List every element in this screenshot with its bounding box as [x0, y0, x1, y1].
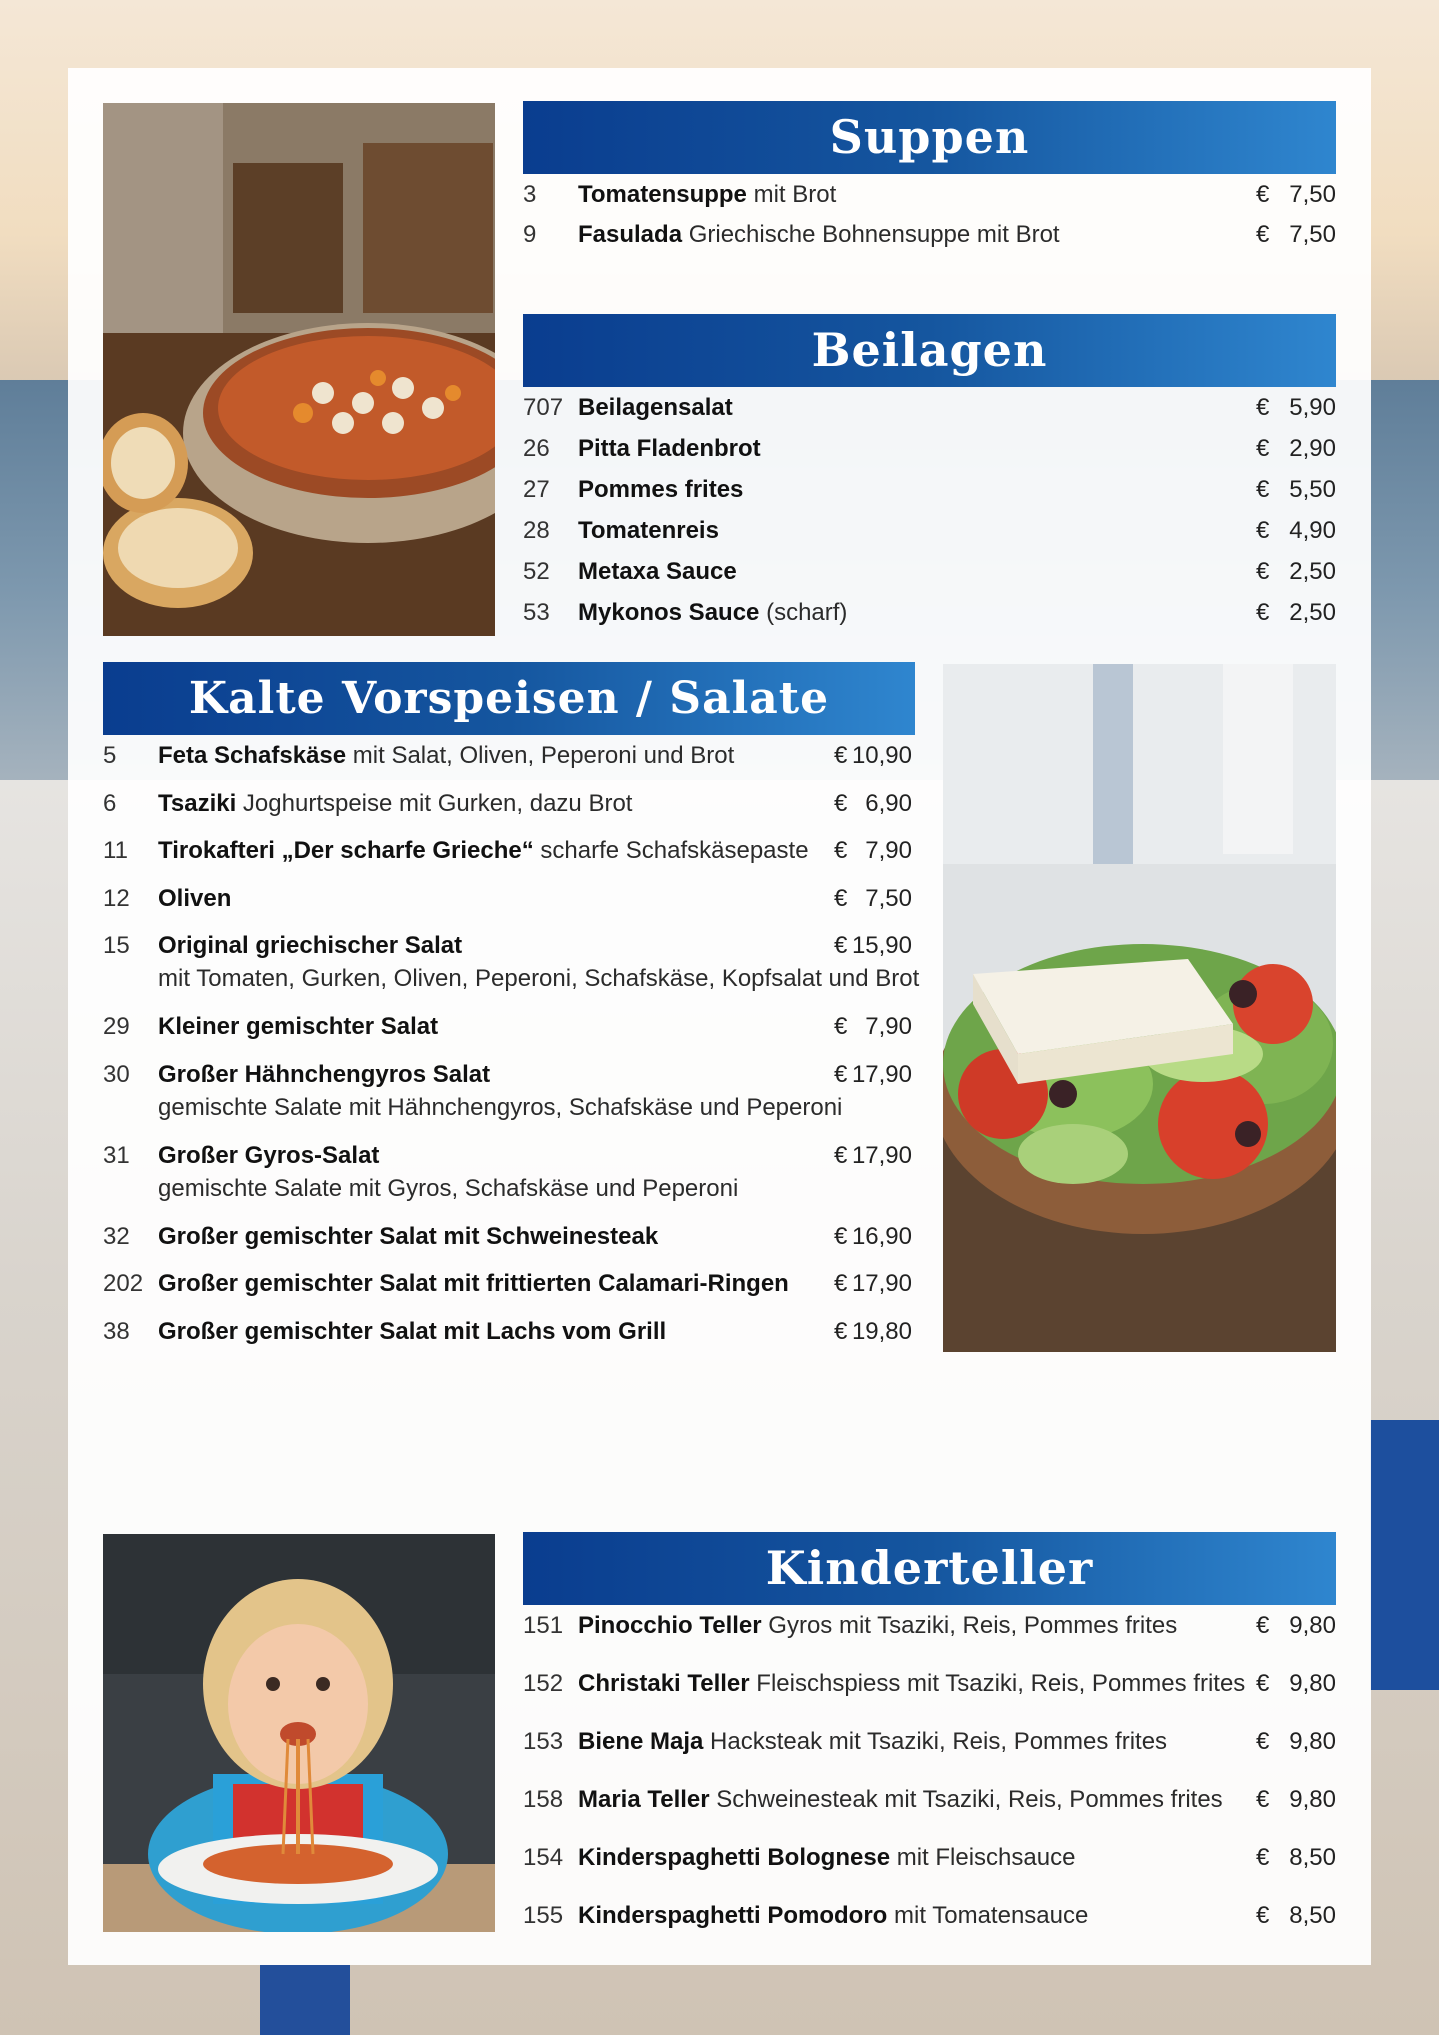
suppen-list [523, 180, 1336, 260]
currency-symbol: € [1256, 517, 1270, 544]
currency-symbol: € [834, 1013, 848, 1040]
item-name: Fasulada [578, 221, 683, 248]
menu-item [103, 1060, 915, 1141]
item-name: Beilagensalat [578, 394, 733, 421]
currency-symbol: € [834, 1222, 848, 1250]
menu-item [523, 598, 1336, 639]
item-text [578, 1669, 1245, 1699]
item-text [578, 393, 733, 423]
section-kinderteller [523, 1532, 1336, 1959]
item-number: 30 [103, 1060, 130, 1088]
item-description: mit Tomatensauce [887, 1902, 1089, 1929]
item-text [578, 180, 836, 210]
section-kalte-vorspeisen [103, 662, 920, 1364]
item-name: Tirokafteri „Der scharfe Grieche“ [158, 837, 534, 864]
menu-item [103, 836, 915, 884]
item-text [578, 1843, 1075, 1873]
item-name: Metaxa Sauce [578, 558, 737, 585]
item-number: 9 [523, 221, 537, 248]
item-number: 28 [523, 517, 550, 544]
currency-symbol: € [834, 1270, 848, 1297]
section-title-suppen: Suppen [523, 101, 1336, 174]
menu-item [103, 1317, 915, 1365]
item-number: 158 [523, 1786, 564, 1813]
item-price: 9,80 [1289, 1670, 1336, 1697]
item-name: Kleiner gemischter Salat [158, 1013, 439, 1040]
item-number: 53 [523, 599, 550, 626]
item-price: 10,90 [851, 742, 912, 769]
item-price: 2,90 [1289, 435, 1336, 462]
item-subdescription: gemischte Salate mit Hähnchengyros, Schafskäse und Peperoni [158, 1093, 843, 1121]
item-text [578, 557, 737, 587]
item-number: 31 [103, 1141, 130, 1169]
currency-symbol: € [834, 932, 848, 959]
item-name: Tsaziki [158, 789, 237, 817]
item-price: 6,90 [865, 789, 912, 817]
item-description: Hacksteak mit Tsaziki, Reis, Pommes frites [703, 1728, 1168, 1755]
item-description: Schweinesteak mit Tsaziki, Reis, Pommes frites [709, 1786, 1223, 1813]
menu-item [523, 1669, 1336, 1727]
menu-item [523, 516, 1336, 557]
item-text [158, 884, 231, 914]
background-blue-door-bottom [260, 1965, 350, 2035]
item-text [578, 598, 847, 628]
item-text [578, 516, 719, 546]
item-price: 15,90 [851, 932, 912, 959]
item-name: Großer gemischter Salat mit Schweinesteak [158, 1222, 659, 1250]
menu-item [523, 1611, 1336, 1669]
item-text [158, 931, 462, 961]
item-price: 5,50 [1289, 476, 1336, 503]
menu-item [523, 1727, 1336, 1785]
currency-symbol: € [1256, 1612, 1270, 1639]
item-text [578, 1727, 1167, 1757]
item-price: 2,50 [1289, 558, 1336, 585]
item-number: 32 [103, 1222, 130, 1250]
currency-symbol: € [1256, 558, 1270, 585]
item-number: 202 [103, 1270, 144, 1297]
menu-item [523, 1843, 1336, 1901]
item-text [158, 1222, 658, 1252]
item-number: 38 [103, 1317, 130, 1345]
item-subdescription: gemischte Salate mit Gyros, Schafskäse und Peperoni [158, 1174, 739, 1202]
item-number: 15 [103, 932, 130, 959]
currency-symbol: € [1256, 181, 1270, 208]
menu-item [103, 741, 915, 789]
menu-item [523, 393, 1336, 434]
item-description: scharfe Schafskäsepaste [533, 837, 809, 864]
item-name: Großer gemischter Salat mit Lachs vom Grill [158, 1317, 667, 1345]
item-price: 9,80 [1289, 1728, 1336, 1755]
item-name: Pommes frites [578, 476, 744, 503]
item-price: 17,90 [851, 1060, 912, 1088]
background-blue-door [1370, 1420, 1439, 1690]
item-description: mit Brot [746, 181, 837, 208]
item-name: Biene Maja [578, 1728, 704, 1755]
item-number: 151 [523, 1612, 564, 1639]
greek-salad-photo [943, 664, 1336, 1352]
item-number: 155 [523, 1902, 564, 1929]
item-number: 5 [103, 742, 117, 769]
section-title-kinderteller: Kinderteller [523, 1532, 1336, 1605]
item-number: 29 [103, 1013, 130, 1040]
menu-item [103, 931, 920, 1012]
item-price: 7,50 [865, 884, 912, 912]
item-price: 9,80 [1289, 1786, 1336, 1813]
menu-item [103, 1012, 915, 1060]
section-title-kalte-vorspeisen: Kalte Vorspeisen / Salate [103, 662, 915, 735]
item-text [578, 220, 1060, 250]
currency-symbol: € [1256, 1844, 1270, 1871]
item-name: Tomatensuppe [578, 181, 747, 208]
item-price: 7,90 [865, 837, 912, 864]
item-name: Pitta Fladenbrot [578, 435, 761, 462]
item-price: 17,90 [851, 1270, 912, 1297]
item-text [158, 741, 734, 771]
item-name: Tomatenreis [578, 517, 719, 544]
currency-symbol: € [834, 884, 848, 912]
item-number: 52 [523, 558, 550, 585]
section-title-beilagen: Beilagen [523, 314, 1336, 387]
currency-symbol: € [1256, 394, 1270, 421]
item-price: 8,50 [1289, 1902, 1336, 1929]
item-price: 19,80 [851, 1317, 912, 1345]
beilagen-list [523, 393, 1336, 639]
item-number: 154 [523, 1844, 564, 1871]
item-name: Christaki Teller [578, 1670, 750, 1697]
item-price: 4,90 [1289, 517, 1336, 544]
item-name: Großer gemischter Salat mit frittierten Calamari-Ringen [158, 1270, 789, 1297]
item-text [158, 789, 632, 819]
item-text [578, 1785, 1223, 1815]
item-subdescription: mit Tomaten, Gurken, Oliven, Peperoni, Schafskäse, Kopfsalat und Brot [158, 965, 920, 992]
item-number: 152 [523, 1670, 564, 1697]
item-name: Kinderspaghetti Pomodoro [578, 1902, 888, 1929]
item-text [158, 1269, 789, 1299]
menu-item [103, 1141, 915, 1222]
item-number: 26 [523, 435, 550, 462]
item-number: 153 [523, 1728, 564, 1755]
item-description: mit Salat, Oliven, Peperoni und Brot [346, 742, 735, 769]
section-beilagen [523, 314, 1336, 639]
currency-symbol: € [1256, 599, 1270, 626]
menu-item [523, 434, 1336, 475]
item-description: Griechische Bohnensuppe mit Brot [682, 221, 1060, 248]
item-name: Mykonos Sauce [578, 599, 760, 626]
currency-symbol: € [834, 1317, 848, 1345]
menu-item [103, 1269, 915, 1317]
item-text [578, 1901, 1088, 1931]
menu-item [523, 180, 1336, 220]
item-text [158, 1317, 666, 1347]
item-price: 17,90 [851, 1141, 912, 1169]
item-name: Pinocchio Teller [578, 1612, 762, 1639]
currency-symbol: € [1256, 1670, 1270, 1697]
item-name: Oliven [158, 884, 232, 912]
item-price: 2,50 [1289, 599, 1336, 626]
soup-photo [103, 103, 495, 636]
item-price: 5,90 [1289, 394, 1336, 421]
currency-symbol: € [834, 1141, 848, 1169]
currency-symbol: € [834, 789, 848, 817]
currency-symbol: € [1256, 476, 1270, 503]
item-name: Großer Gyros-Salat [158, 1141, 380, 1169]
item-name: Original griechischer Salat [158, 932, 463, 959]
item-number: 11 [103, 837, 128, 864]
item-number: 12 [103, 884, 130, 912]
currency-symbol: € [1256, 435, 1270, 462]
item-text [158, 1141, 379, 1171]
item-text [158, 1012, 438, 1042]
currency-symbol: € [1256, 1786, 1270, 1813]
item-name: Großer Hähnchengyros Salat [158, 1060, 491, 1088]
item-price: 7,50 [1289, 221, 1336, 248]
item-description: Joghurtspeise mit Gurken, dazu Brot [236, 789, 633, 817]
item-number: 27 [523, 476, 550, 503]
item-description: mit Fleischsauce [890, 1844, 1076, 1871]
item-text [578, 475, 743, 505]
item-price: 7,50 [1289, 181, 1336, 208]
item-price: 9,80 [1289, 1612, 1336, 1639]
menu-item [103, 789, 915, 837]
kalte-list [103, 741, 920, 1364]
menu-item [523, 220, 1336, 260]
item-text [158, 836, 809, 866]
currency-symbol: € [1256, 221, 1270, 248]
item-description: (scharf) [759, 599, 848, 626]
kinder-list [523, 1611, 1336, 1959]
menu-item [523, 1785, 1336, 1843]
item-name: Maria Teller [578, 1786, 710, 1813]
item-text [578, 434, 761, 464]
item-number: 707 [523, 394, 564, 421]
menu-item [103, 884, 915, 932]
item-price: 16,90 [851, 1222, 912, 1250]
currency-symbol: € [1256, 1902, 1270, 1929]
item-name: Feta Schafskäse [158, 742, 347, 769]
currency-symbol: € [834, 837, 848, 864]
menu-item [523, 475, 1336, 516]
item-text [578, 1611, 1177, 1641]
item-description: Gyros mit Tsaziki, Reis, Pommes frites [761, 1612, 1178, 1639]
item-price: 7,90 [865, 1013, 912, 1040]
section-suppen [523, 101, 1336, 260]
currency-symbol: € [1256, 1728, 1270, 1755]
item-name: Kinderspaghetti Bolognese [578, 1844, 891, 1871]
currency-symbol: € [834, 742, 848, 769]
child-eating-photo [103, 1534, 495, 1932]
menu-item [523, 557, 1336, 598]
currency-symbol: € [834, 1060, 848, 1088]
item-price: 8,50 [1289, 1844, 1336, 1871]
item-number: 3 [523, 181, 537, 208]
item-number: 6 [103, 789, 117, 817]
item-description: Fleischspiess mit Tsaziki, Reis, Pommes frites [749, 1670, 1246, 1697]
menu-item [523, 1901, 1336, 1959]
menu-item [103, 1222, 915, 1270]
item-text [158, 1060, 490, 1090]
